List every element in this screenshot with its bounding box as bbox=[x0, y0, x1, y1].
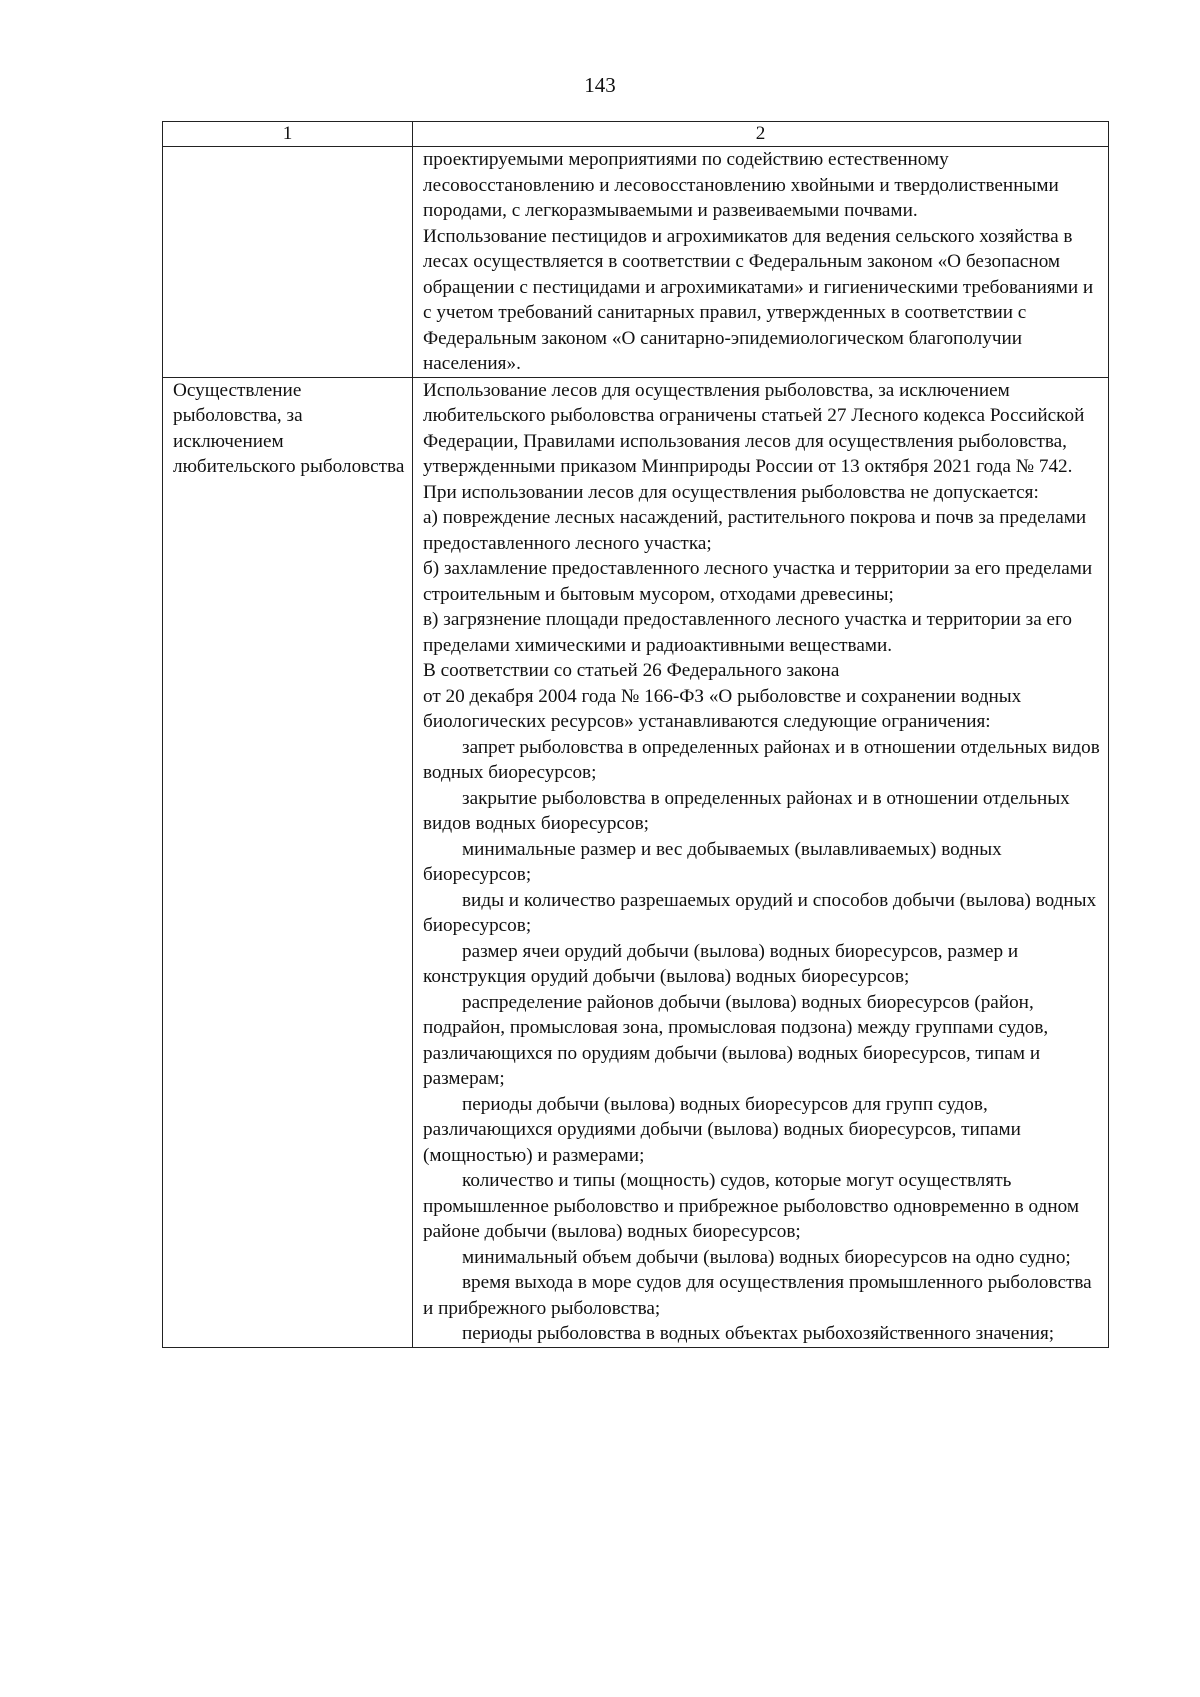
paragraph: в) загрязнение площади предоставленного лесного участка и территории за его пределами химическими и радиоактивными веществами. bbox=[423, 609, 1073, 656]
list-item: закрытие рыболовства в определенных районах и в отношении отдельных видов водных биоресурсов; bbox=[423, 787, 1070, 834]
list-item: распределение районов добычи (вылова) водных биоресурсов (район, подрайон, промысловая зона, промысловая подзона) между группами судов, различающихся по орудиям добычи (вылова) водных биоресурсов, типам и размерам; bbox=[423, 991, 1049, 1089]
row-content bbox=[413, 147, 1109, 378]
list-item: периоды рыболовства в водных объектах рыбохозяйственного значения; bbox=[462, 1323, 1055, 1344]
table-row bbox=[163, 377, 1109, 1347]
paragraph: В соответствии со статьей 26 Федерального закона bbox=[423, 660, 840, 681]
list-item: минимальные размер и вес добываемых (вылавливаемых) водных биоресурсов; bbox=[423, 838, 1002, 885]
paragraph: Использование пестицидов и агрохимикатов для ведения сельского хозяйства в лесах осуществляется в соответствии с Федеральным законом «О безопасном обращении с пестицидами и агрохимикатами» и гигиеническими требованиями и с учетом требований санитарных правил, утвержденных в соответствии с Федеральным законом «О санитарно-эпидемиологическом благополучии населения». bbox=[423, 225, 1094, 374]
row-category: Осуществление рыболовства, за исключением любительского рыболовства bbox=[163, 377, 413, 1347]
paragraph: проектируемыми мероприятиями по содействию естественному лесовосстановлению и лесовосстановлению хвойными и твердолиственными породами, с легкоразмываемыми и развеиваемыми почвами. bbox=[423, 149, 1059, 221]
paragraph: При использовании лесов для осуществления рыболовства не допускается: bbox=[423, 481, 1039, 503]
list-item: размер ячеи орудий добычи (вылова) водных биоресурсов, размер и конструкция орудий добычи (вылова) водных биоресурсов; bbox=[423, 940, 1019, 987]
header-col-2: 2 bbox=[413, 122, 1109, 147]
list-item: периоды добычи (вылова) водных биоресурсов для групп судов, различающихся орудиями добычи (вылова) водных биоресурсов, типами (мощностью) и размерами; bbox=[423, 1093, 1021, 1166]
header-col-1: 1 bbox=[163, 122, 413, 147]
list-item: виды и количество разрешаемых орудий и способов добычи (вылова) водных биоресурсов; bbox=[423, 889, 1097, 936]
paragraph: от 20 декабря 2004 года № 166-ФЗ «О рыболовстве и сохранении водных биологических ресурсов» устанавливаются следующие ограничения: bbox=[423, 685, 1022, 732]
list-item: количество и типы (мощность) судов, которые могут осуществлять промышленное рыболовство и прибрежное рыболовство одновременно в одном районе добычи (вылова) водных биоресурсов; bbox=[423, 1170, 1079, 1242]
list-item: время выхода в море судов для осуществления промышленного рыболовства и прибрежного рыболовства; bbox=[423, 1272, 1092, 1319]
row-content bbox=[413, 377, 1109, 1347]
page-number: 143 bbox=[584, 73, 616, 97]
table-row bbox=[163, 147, 1109, 378]
list-item: минимальный объем добычи (вылова) водных биоресурсов на одно судно; bbox=[462, 1246, 1071, 1268]
row-category bbox=[163, 147, 413, 378]
table-header-row bbox=[163, 122, 1109, 147]
paragraph: Использование лесов для осуществления рыболовства, за исключением любительского рыболовства ограничены статьей 27 Лесного кодекса Российской Федерации, Правилами использования лесов для осуществления рыболовства, утвержденными приказом Минприроды России от 13 октября 2021 года № 742. bbox=[423, 379, 1085, 477]
paragraph: а) повреждение лесных насаждений, растительного покрова и почв за пределами предоставленного лесного участка; bbox=[423, 507, 1087, 554]
paragraph: б) захламление предоставленного лесного участка и территории за его пределами строительным и бытовым мусором, отходами древесины; bbox=[423, 558, 1093, 605]
document-table bbox=[162, 121, 1109, 1348]
list-item: запрет рыболовства в определенных районах и в отношении отдельных видов водных биоресурсов; bbox=[423, 736, 1100, 783]
